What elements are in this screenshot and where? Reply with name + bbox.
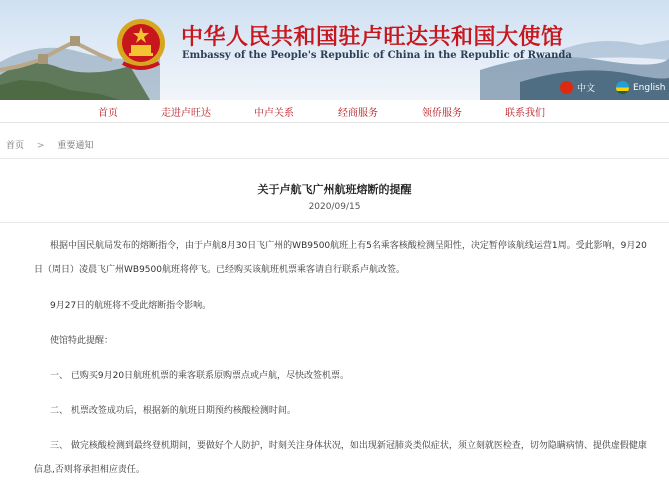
embassy-title-en: Embassy of the People's Republic of China in the Republic of Rwanda [182, 50, 572, 61]
article-date: 2020/09/15 [308, 202, 361, 212]
breadcrumb-divider [0, 158, 669, 159]
article-title: 关于卢航飞广州航班熔断的提醒 [257, 183, 412, 196]
lang-chinese-label: 中文 [577, 84, 596, 94]
nav-item-contact[interactable]: 联系我们 [505, 108, 545, 119]
embassy-title-cn: 中华人民共和国驻卢旺达共和国大使馆 [181, 25, 564, 50]
article-paragraph: 三、 做完核酸检测到最终登机期间，要做好个人防护，时刻关注身体状况，如出现新冠肺炎类似症状，须立刻就医检查，切勿隐瞒病情、提供虚假健康信息,否则将承担相应责任。 [34, 441, 647, 475]
article-divider [0, 222, 669, 223]
header-banner [0, 0, 669, 100]
nav-item-relations[interactable]: 中卢关系 [254, 108, 294, 119]
article-paragraph: 一、 已购买9月20日航班机票的乘客联系原购票点或卢航，尽快改签机票。 [50, 371, 350, 381]
article-paragraph: 根据中国民航局发布的熔断指令，由于卢航8月30日飞广州的WB9500航班上有5名乘客核酸检测呈阳性，决定暂停该航线运营1周。受此影响，9月20日（周日）凌晨飞广州WB9500航班将停飞。已经购买该航班机票乘客请自行联系卢航改签。 [34, 241, 647, 275]
national-emblem-icon [113, 15, 169, 75]
breadcrumb [6, 138, 93, 151]
breadcrumb-home[interactable]: 首页 [6, 141, 25, 151]
nav-item-about-rwanda[interactable]: 走进卢旺达 [161, 108, 211, 119]
main-nav [0, 100, 669, 123]
breadcrumb-separator: > [36, 141, 45, 151]
article-paragraph: 使馆特此提醒： [50, 336, 114, 346]
breadcrumb-notices[interactable]: 重要通知 [57, 141, 94, 151]
article-paragraph: 9月27日的航班将不受此熔断指令影响。 [50, 301, 212, 311]
nav-item-business[interactable]: 经商服务 [338, 108, 378, 119]
nav-item-home[interactable]: 首页 [98, 108, 118, 119]
nav-item-consular[interactable]: 领侨服务 [422, 108, 462, 119]
lang-english-label: English [633, 82, 666, 93]
lang-english-link[interactable] [616, 81, 666, 94]
article-paragraph: 二、 机票改签成功后，根据新的航班日期预约核酸检测时间。 [50, 406, 296, 416]
lang-chinese-link[interactable] [560, 81, 595, 94]
china-flag-icon [560, 81, 573, 94]
rwanda-flag-icon [616, 81, 629, 94]
